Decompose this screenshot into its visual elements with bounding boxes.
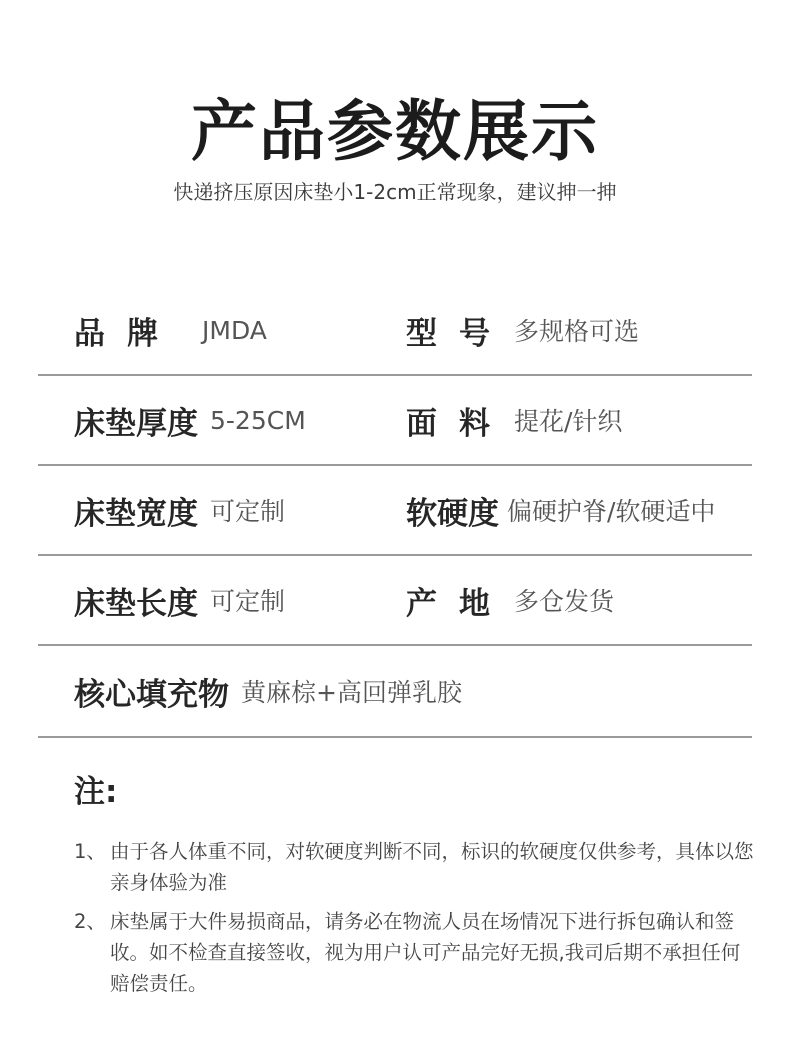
spec-fabric-label: 面料 — [406, 405, 512, 442]
spec-row-5 — [38, 646, 752, 738]
note-text: 床垫属于大件易损商品，请务必在物流人员在场情况下进行拆包确认和签收。如不检查直接签收，视为用户认可产品完好无损,我司后期不承担任何赔偿责任。 — [110, 910, 741, 995]
spec-core-label: 核心填充物 — [74, 676, 229, 713]
note-item — [74, 836, 754, 898]
note-number: 1、 — [74, 840, 106, 863]
spec-thickness-label: 床垫厚度 — [74, 405, 198, 442]
notes-list — [74, 836, 754, 1007]
note-text: 由于各人体重不同，对软硬度判断不同，标识的软硬度仅供参考，具体以您亲身体验为准 — [110, 840, 754, 894]
spec-brand-label: 品牌 — [74, 315, 180, 352]
spec-row-3 — [38, 466, 752, 556]
page-title: 产品参数展示 — [191, 93, 599, 170]
spec-length — [74, 556, 285, 644]
spec-width-label: 床垫宽度 — [74, 495, 198, 532]
spec-model — [406, 286, 639, 374]
spec-firmness-value: 偏硬护脊/软硬适中 — [507, 497, 716, 526]
spec-width-value: 可定制 — [210, 497, 286, 526]
spec-table — [38, 286, 752, 738]
spec-firmness-label: 软硬度 — [406, 495, 499, 532]
spec-row-2 — [38, 376, 752, 466]
spec-width — [74, 466, 285, 554]
spec-core-value: 黄麻棕+高回弹乳胶 — [241, 678, 462, 707]
note-number: 2、 — [74, 910, 106, 933]
page-subtitle: 快递挤压原因床垫小1-2cm正常现象，建议抻一抻 — [173, 180, 617, 204]
notes-heading: 注: — [74, 774, 118, 810]
spec-origin — [406, 556, 614, 644]
spec-row-1 — [38, 286, 752, 376]
spec-model-value: 多规格可选 — [514, 317, 640, 346]
spec-fabric-value: 提花/针织 — [514, 407, 623, 436]
spec-core — [74, 646, 462, 736]
spec-fabric — [406, 376, 622, 464]
note-item — [74, 906, 754, 999]
spec-model-label: 型号 — [406, 315, 512, 352]
spec-row-4 — [38, 556, 752, 646]
spec-brand — [74, 286, 267, 374]
spec-length-label: 床垫长度 — [74, 585, 198, 622]
spec-brand-value: JMDA — [202, 315, 267, 345]
spec-thickness-value: 5-25CM — [210, 405, 306, 435]
spec-origin-label: 产地 — [406, 585, 512, 622]
spec-length-value: 可定制 — [210, 587, 286, 616]
spec-thickness — [74, 376, 306, 464]
spec-origin-value: 多仓发货 — [514, 587, 615, 616]
spec-firmness — [406, 466, 715, 554]
